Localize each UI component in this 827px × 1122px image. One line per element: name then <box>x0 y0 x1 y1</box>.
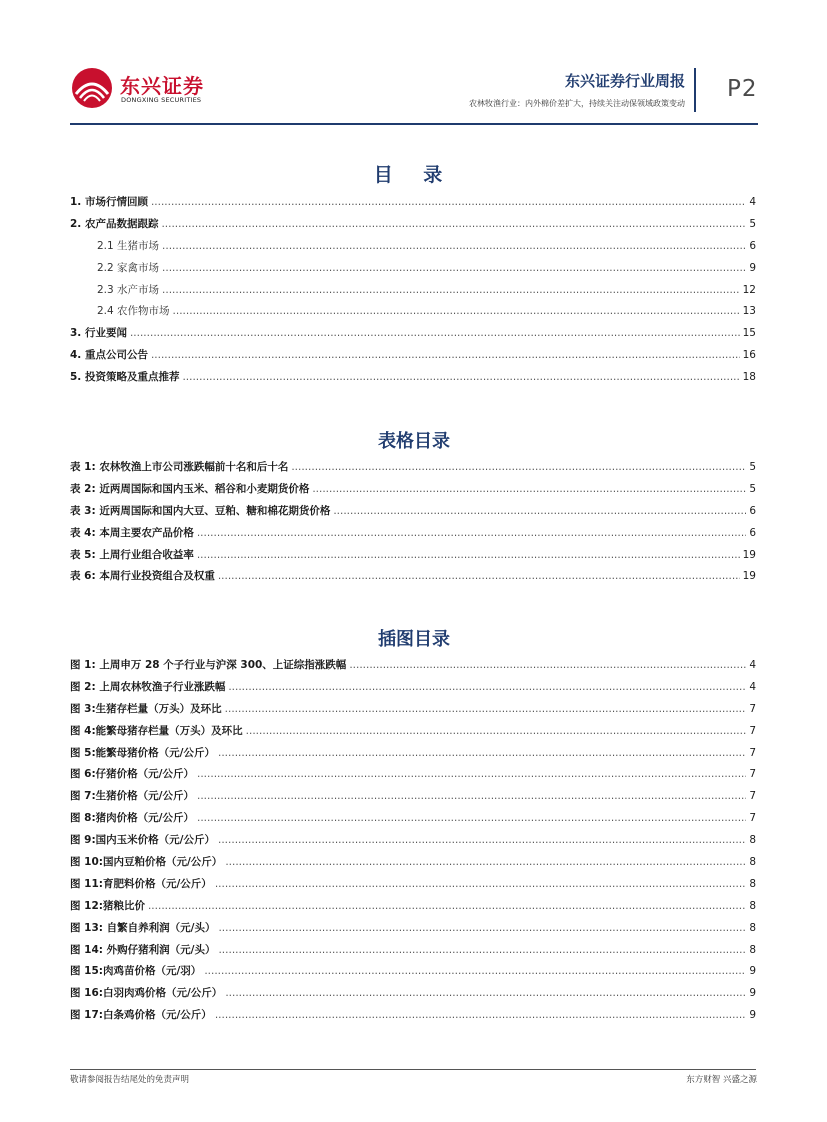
dot-leader <box>225 987 746 999</box>
footer-rule <box>70 1069 756 1070</box>
figure-entry-label: 图 17:白条鸡价格（元/公斤） <box>70 1009 212 1022</box>
toc-entry-page: 16 <box>742 349 756 362</box>
figure-entry-label: 图 10:国内豆粕价格（元/公斤） <box>70 856 223 869</box>
dot-leader <box>148 900 746 912</box>
figure-entry-label: 图 9:国内玉米价格（元/公斤） <box>70 834 215 847</box>
figure-entry[interactable] <box>70 832 756 854</box>
toc-entry-label: 2.4 农作物市场 <box>97 305 170 318</box>
toc-entry-label: 1. 市场行情回顾 <box>70 196 148 208</box>
dot-leader <box>197 549 740 561</box>
dot-leader <box>215 878 747 890</box>
dot-leader <box>197 812 746 824</box>
dot-leader <box>349 659 746 671</box>
logo-english-name: DONGXING SECURITIES <box>121 96 202 104</box>
figure-entry-page: 7 <box>749 724 756 737</box>
figure-entry[interactable] <box>70 745 756 767</box>
table-entry-label: 表 3: 近两周国际和国内大豆、豆粕、糖和棉花期货价格 <box>70 504 331 517</box>
figure-entry-page: 7 <box>749 746 756 759</box>
figures-toc-title: 插图目录 <box>378 629 450 650</box>
figure-entry-label: 图 4:能繁母猪存栏量（万头）及环比 <box>70 724 243 737</box>
toc-entry-label: 5. 投资策略及重点推荐 <box>70 371 180 384</box>
table-entry-page: 5 <box>749 482 756 495</box>
figure-entry-label: 图 3:生猪存栏量（万头）及环比 <box>70 702 222 715</box>
toc-entry-page: 12 <box>742 283 756 296</box>
dot-leader <box>218 747 746 759</box>
header-divider <box>694 68 696 112</box>
figure-entry-page: 7 <box>749 768 756 781</box>
figure-entry-page: 8 <box>749 921 756 934</box>
table-entry-label: 表 5: 上周行业组合收益率 <box>70 548 194 561</box>
toc-entry-page: 15 <box>742 327 756 340</box>
dot-leader <box>197 790 746 802</box>
figure-entry[interactable] <box>70 701 756 723</box>
toc-entry-page: 18 <box>742 371 756 384</box>
table-entry-page: 6 <box>749 526 756 539</box>
table-entry[interactable] <box>70 481 756 503</box>
toc-entry[interactable] <box>70 347 756 369</box>
dot-leader <box>151 349 740 361</box>
figure-entry-label: 图 13: 自繁自养利润（元/头） <box>70 921 216 934</box>
dot-leader <box>225 703 747 715</box>
toc-entry-label: 3. 行业要闻 <box>70 327 127 340</box>
figure-entry-page: 4 <box>749 659 756 671</box>
figure-entry[interactable] <box>70 898 756 920</box>
toc-list <box>70 194 756 391</box>
figures-toc-list <box>70 657 756 1029</box>
footer-slogan: 东方财智 兴盛之源 <box>686 1075 757 1085</box>
table-entry-page: 19 <box>742 548 756 561</box>
dot-leader <box>312 483 746 495</box>
dot-leader <box>333 505 746 517</box>
dot-leader <box>161 218 746 230</box>
toc-entry[interactable] <box>70 282 756 304</box>
dot-leader <box>228 681 746 693</box>
figure-entry-page: 8 <box>749 856 756 869</box>
table-entry[interactable] <box>70 503 756 525</box>
toc-entry-page: 13 <box>742 305 756 318</box>
toc-entry[interactable] <box>70 303 756 325</box>
dot-leader <box>204 965 746 977</box>
figure-entry[interactable] <box>70 657 756 679</box>
figure-entry-label: 图 12:猪粮比价 <box>70 899 145 912</box>
figure-entry[interactable] <box>70 788 756 810</box>
dot-leader <box>162 262 746 274</box>
table-entry[interactable] <box>70 525 756 547</box>
toc-entry[interactable] <box>70 260 756 282</box>
figure-entry-label: 图 7:生猪价格（元/公斤） <box>70 790 194 803</box>
dot-leader <box>225 856 746 868</box>
figure-entry[interactable] <box>70 920 756 942</box>
figure-entry[interactable] <box>70 1007 756 1029</box>
table-entry[interactable] <box>70 568 756 590</box>
dot-leader <box>130 327 740 339</box>
toc-entry[interactable] <box>70 325 756 347</box>
page-header <box>0 0 827 130</box>
table-entry-label: 表 4: 本周主要农产品价格 <box>70 526 194 539</box>
table-entry-label: 表 1: 农林牧渔上市公司涨跌幅前十名和后十名 <box>70 461 289 473</box>
figure-entry-label: 图 8:猪肉价格（元/公斤） <box>70 812 194 825</box>
figure-entry-page: 7 <box>749 812 756 825</box>
dot-leader <box>162 284 740 296</box>
figure-entry-page: 7 <box>749 702 756 715</box>
dot-leader <box>291 461 746 473</box>
dot-leader <box>162 240 746 252</box>
dot-leader <box>197 527 746 539</box>
figure-entry[interactable] <box>70 942 756 964</box>
logo-chinese-name: 东兴证券 <box>120 74 204 98</box>
dongxing-logo-icon <box>70 66 114 110</box>
figure-entry[interactable] <box>70 876 756 898</box>
tables-toc-title: 表格目录 <box>378 431 450 452</box>
figure-entry[interactable] <box>70 766 756 788</box>
toc-entry-label: 4. 重点公司公告 <box>70 349 148 362</box>
toc-entry-label: 2.3 水产市场 <box>97 283 160 296</box>
figure-entry-page: 9 <box>749 987 756 1000</box>
figure-entry-page: 9 <box>749 1009 756 1022</box>
table-entry-label: 表 6: 本周行业投资组合及权重 <box>70 570 215 583</box>
figure-entry-label: 图 6:仔猪价格（元/公斤） <box>70 768 194 781</box>
figure-entry-page: 8 <box>749 834 756 847</box>
table-entry-page: 19 <box>742 570 756 583</box>
dot-leader <box>173 305 740 317</box>
toc-entry[interactable] <box>70 216 756 238</box>
tables-toc-list <box>70 459 756 590</box>
report-subtitle: 农林牧渔行业：内外棉价差扩大，持续关注动保领域政策变动 <box>469 99 685 108</box>
dot-leader <box>218 570 740 582</box>
figure-entry-label: 图 5:能繁母猪价格（元/公斤） <box>70 746 215 759</box>
dot-leader <box>197 768 746 780</box>
figure-entry-page: 8 <box>749 943 756 956</box>
report-title: 东兴证券行业周报 <box>564 72 685 90</box>
toc-entry-page: 6 <box>749 239 756 252</box>
dot-leader <box>218 944 746 956</box>
figure-entry-label: 图 11:育肥料价格（元/公斤） <box>70 877 212 890</box>
dot-leader <box>182 371 739 383</box>
header-rule <box>70 123 758 125</box>
dot-leader <box>218 922 746 934</box>
toc-entry[interactable] <box>70 194 756 216</box>
figure-entry-label: 图 16:白羽肉鸡价格（元/公斤） <box>70 987 223 1000</box>
figure-entry-label: 图 2: 上周农林牧渔子行业涨跌幅 <box>70 680 226 693</box>
figure-entry-label: 图 1: 上周申万 28 个子行业与沪深 300、上证综指涨跌幅 <box>70 659 347 671</box>
toc-entry[interactable] <box>70 238 756 260</box>
table-entry[interactable] <box>70 459 756 481</box>
table-entry-label: 表 2: 近两周国际和国内玉米、稻谷和小麦期货价格 <box>70 482 310 495</box>
figure-entry-page: 9 <box>749 965 756 978</box>
company-logo <box>70 66 270 114</box>
toc-entry-page: 5 <box>749 217 756 230</box>
figure-entry-page: 7 <box>749 790 756 803</box>
figure-entry[interactable] <box>70 985 756 1007</box>
figure-entry-page: 8 <box>749 899 756 912</box>
dot-leader <box>246 725 747 737</box>
dot-leader <box>151 196 746 208</box>
toc-entry-page: 4 <box>749 196 756 208</box>
toc-entry-label: 2.1 生猪市场 <box>97 239 160 252</box>
page-number: P2 <box>727 76 758 102</box>
table-entry-page: 5 <box>749 461 756 473</box>
toc-entry-label: 2. 农产品数据跟踪 <box>70 217 159 230</box>
table-entry-page: 6 <box>749 504 756 517</box>
figure-entry[interactable] <box>70 854 756 876</box>
toc-entry-page: 9 <box>749 261 756 274</box>
disclaimer-note: 敬请参阅报告结尾处的免责声明 <box>70 1075 190 1085</box>
figure-entry-page: 8 <box>749 877 756 890</box>
figure-entry[interactable] <box>70 723 756 745</box>
figure-entry-label: 图 15:肉鸡苗价格（元/羽） <box>70 965 202 978</box>
dot-leader <box>215 1009 747 1021</box>
figure-entry-page: 4 <box>749 680 756 693</box>
toc-entry-label: 2.2 家禽市场 <box>97 261 160 274</box>
figure-entry-label: 图 14: 外购仔猪利润（元/头） <box>70 943 216 956</box>
table-entry[interactable] <box>70 547 756 569</box>
dot-leader <box>218 834 746 846</box>
figure-entry[interactable] <box>70 679 756 701</box>
figure-entry[interactable] <box>70 810 756 832</box>
toc-entry[interactable] <box>70 369 756 391</box>
toc-title: 目 录 <box>373 164 455 186</box>
figure-entry[interactable] <box>70 963 756 985</box>
